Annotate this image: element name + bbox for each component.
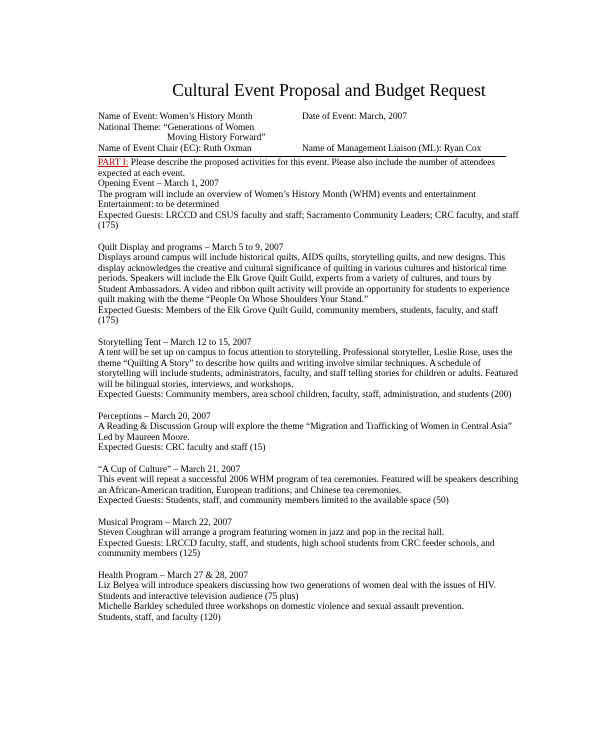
event-section-storytelling: [98, 338, 520, 401]
document-title: Cultural Event Proposal and Budget Request: [172, 80, 486, 100]
event-section-cup-of-culture: [98, 465, 520, 507]
event-line: A Reading & Discussion Group will explore the theme “Migration and Trafficking of Women in Central Asia” Led by Maureen Moore.: [98, 422, 512, 443]
event-line: A tent will be set up on campus to focus attention to storytelling. Professional storyteller, Leslie Rose, uses the theme “Quilting A Story” to describe how quilts and writing involve similar techniques. A schedule of storytelling will include students, administrators, faculty, and staff telling stories for children or adults. Featured will be bilingual stories, interviews, and workshops.: [98, 348, 518, 390]
event-line: Expected Guests: Community members, area school children, faculty, staff, administration, and students (200): [98, 390, 512, 400]
event-line: Expected Guests: Members of the Elk Grove Quilt Guild, community members, students, faculty, and staff (175): [98, 305, 499, 326]
event-line: This event will repeat a successful 2006 WHM program of tea ceremonies. Featured will be speakers describing an African-American tradition, European traditions, and Chinese tea ceremonies.: [98, 475, 519, 496]
event-section-quilt: [98, 243, 520, 327]
part-one-label: PART I:: [98, 158, 129, 168]
event-heading: “A Cup of Culture” – March 21, 2007: [98, 464, 241, 475]
event-sections: [98, 179, 520, 623]
header-block: [98, 112, 520, 156]
event-line: Entertainment: to be determined: [98, 200, 220, 210]
event-line: Steven Coughran will arrange a program featuring women in jazz and pop in the recital hall.: [98, 528, 445, 538]
part-one-intro: [98, 158, 520, 179]
event-line: Expected Guests: LRCCD faculty, staff, and students, high school students from CRC feeder schools, and community members (125): [98, 538, 495, 559]
event-chair: Name of Event Chair (EC): Ruth Oxman: [98, 143, 252, 154]
event-heading: Perceptions – March 20, 2007: [98, 411, 211, 422]
event-heading: Storytelling Tent – March 12 to 15, 2007: [98, 337, 252, 348]
national-theme-line1: National Theme: “Generations of Women: [98, 122, 255, 133]
part-one-instructions: Please describe the proposed activities for this event. Please also include the number of attendees expected at each event.: [98, 158, 496, 179]
event-line: Expected Guests: Students, staff, and community members limited to the available space (50): [98, 496, 449, 506]
event-heading: Opening Event – March 1, 2007: [98, 179, 219, 189]
event-section-health: [98, 571, 520, 624]
event-line: Students, staff, and faculty (120): [98, 612, 221, 623]
event-line: Michelle Barkley scheduled three workshops on domestic violence and sexual assault prevention.: [98, 602, 465, 612]
event-section-perceptions: [98, 412, 520, 454]
event-heading: Musical Program – March 22, 2007: [98, 517, 232, 528]
event-heading: Quilt Display and programs – March 5 to 9, 2007: [98, 242, 284, 253]
event-line: Liz Belyea will introduce speakers discussing how two generations of women deal with the issues of HIV.: [98, 581, 496, 591]
national-theme-line2: Moving History Forward”: [167, 133, 266, 143]
event-section-musical: [98, 518, 520, 560]
event-heading: Health Program – March 27 & 28, 2007: [98, 570, 248, 581]
event-line: The program will include an overview of Women’s History Month (WHM) events and entertainment: [98, 189, 476, 200]
event-line: Expected Guests: CRC faculty and staff (15): [98, 443, 266, 453]
event-date: Date of Event: March, 2007: [302, 112, 407, 122]
event-line: Students and interactive television audience (75 plus): [98, 591, 299, 602]
event-line: Expected Guests: LRCCD and CSUS faculty and staff; Sacramento Community Leaders; CRC faculty, and staff (175): [98, 210, 519, 231]
divider-rule: [98, 156, 506, 157]
event-line: Displays around campus will include historical quilts, AIDS quilts, storytelling quilts, and new designs. This display acknowledges the creative and cultural significance of quilting in various cultures and historical time periods. Speakers will include the Elk Grove Quilt Guild, experts from a variety of cultures, and tours by Student Ambassadors. A video and ribbon quilt activity will provide an opportunity for students to experience quilt making with the theme “People On Whose Shoulders Your Stand.”: [98, 253, 510, 305]
event-name: Name of Event: Women’s History Month: [98, 112, 253, 122]
event-section-opening: [98, 179, 520, 232]
management-liaison: Name of Management Liaison (ML): Ryan Cox: [302, 143, 482, 154]
